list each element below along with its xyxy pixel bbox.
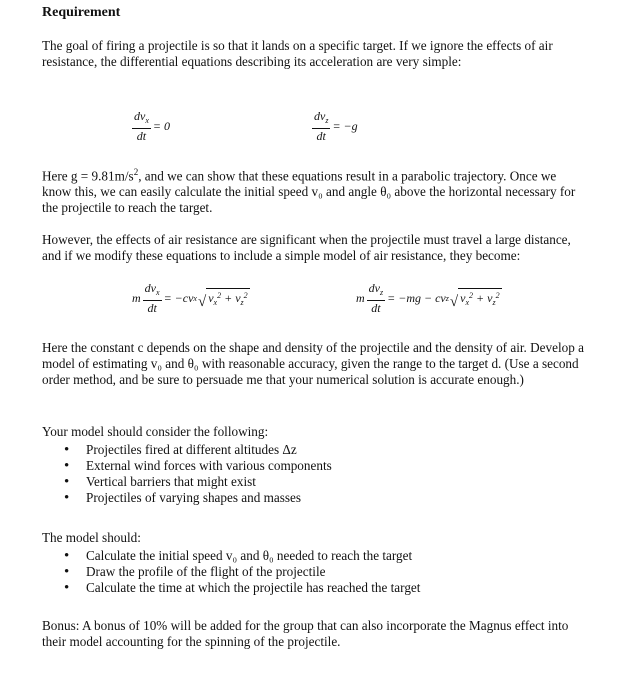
eq3-rhs-sub: x [193,294,197,303]
page-title: Requirement [42,5,121,20]
list-item: • Calculate the time at which the projectile has reached the target [64,580,420,596]
eq4-root-a: v [460,290,466,305]
eq2-numerator: dv [314,109,326,123]
gravity-text-sup: 2 [133,167,139,177]
eq2-denominator: dt [316,129,326,143]
list-item: • Projectiles of varying shapes and masses [64,490,332,506]
list-item: • Draw the profile of the flight of the projectile [64,564,420,580]
eq3-numerator: dv [144,281,156,295]
fraction [367,282,385,315]
eq3-root-b-sq: 2 [243,290,248,300]
eq3-denominator: dt [147,301,157,315]
equation-vx-drag [132,282,250,315]
gravity-text-post: , and we can show that these equations result in a parabolic trajectory. Once we know this, we can easily calculate the initial speed v₀ and angle θ₀ above the horizontal necessary for the projectile to reach the target. [42,168,576,216]
should-intro: The model should: [42,530,141,545]
equation-vz-drag [356,282,502,315]
gravity-text-pre: Here g = 9.81m/s [42,168,134,184]
eq1-denominator: dt [136,129,147,143]
consider-list [64,442,332,506]
eq3-root-b: v [235,290,241,305]
eq3-numerator-sub: x [156,288,160,297]
list-item: • Projectiles fired at different altitudes Δz [64,442,332,458]
eq2-numerator-sub: z [325,116,329,125]
gravity-paragraph [42,164,587,216]
eq4-numerator: dv [368,281,380,295]
equation-vx-no-drag [130,110,170,143]
bonus-paragraph: Bonus: A bonus of 10% will be added for the group that can also incorporate the Magnus effect into their model accounting for the spinning of the projectile. [42,618,569,649]
eq3-root-b-sub: z [240,297,244,307]
eq4-root-plus: + [473,290,488,305]
eq4-root-a-sq: 2 [469,290,473,300]
eq4-root-b-sub: z [492,297,496,307]
equation-vz-no-drag [310,110,358,143]
list-item: • Vertical barriers that might exist [64,474,332,490]
consider-intro: Your model should consider the following: [42,424,269,439]
intro-paragraph: The goal of firing a projectile is so that it lands on a specific target. If we ignore the effects of air resistance, the differential equations describing its acceleration are very simple: [42,38,553,69]
eq3-root-a-sq: 2 [217,290,222,300]
fraction [312,110,330,143]
list-item: • Calculate the initial speed v₀ and θ₀ needed to reach the target [64,548,420,564]
eq3-root-a-sub: x [213,297,218,307]
eq3-root-plus: + [221,290,236,305]
eq2-rhs: = −g [332,119,358,133]
eq4-root-a-sub: x [465,297,469,307]
square-root: √ $v_x^2 + v_z^2$ [198,288,250,310]
eq4-root-b: v [487,290,493,305]
eq3-root-a: v [208,290,214,305]
should-list [64,548,420,596]
eq4-rhs: = −mg − cv [387,291,446,305]
eq4-numerator-sub: z [380,288,384,297]
eq1-rhs: = 0 [152,119,170,133]
fraction [143,282,162,315]
list-item: • External wind forces with various components [64,458,332,474]
eq4-mass: m [356,291,365,305]
square-root: √ $v_x^2 + v_z^2$ [450,288,502,310]
fraction [132,110,151,143]
eq4-denominator: dt [371,301,381,315]
constant-paragraph: Here the constant c depends on the shape and density of the projectile and the density of air. Develop a model of estimating v₀ and θ₀ with reasonable accuracy, given the range to the target d. (Use a second order method, and be sure to persuade me that your numerical solution is accurate enough.) [42,340,584,387]
eq3-rhs: = −cv [163,291,194,305]
eq4-rhs-sub: z [445,294,449,303]
air-resistance-paragraph: However, the effects of air resistance are significant when the projectile must travel a large distance, and if we modify these equations to include a simple model of air resistance, they become: [42,232,571,263]
eq4-root-b-sq: 2 [495,290,500,300]
eq1-numerator: dv [134,109,146,123]
eq3-mass: m [132,291,141,305]
eq1-numerator-sub: x [145,116,149,125]
